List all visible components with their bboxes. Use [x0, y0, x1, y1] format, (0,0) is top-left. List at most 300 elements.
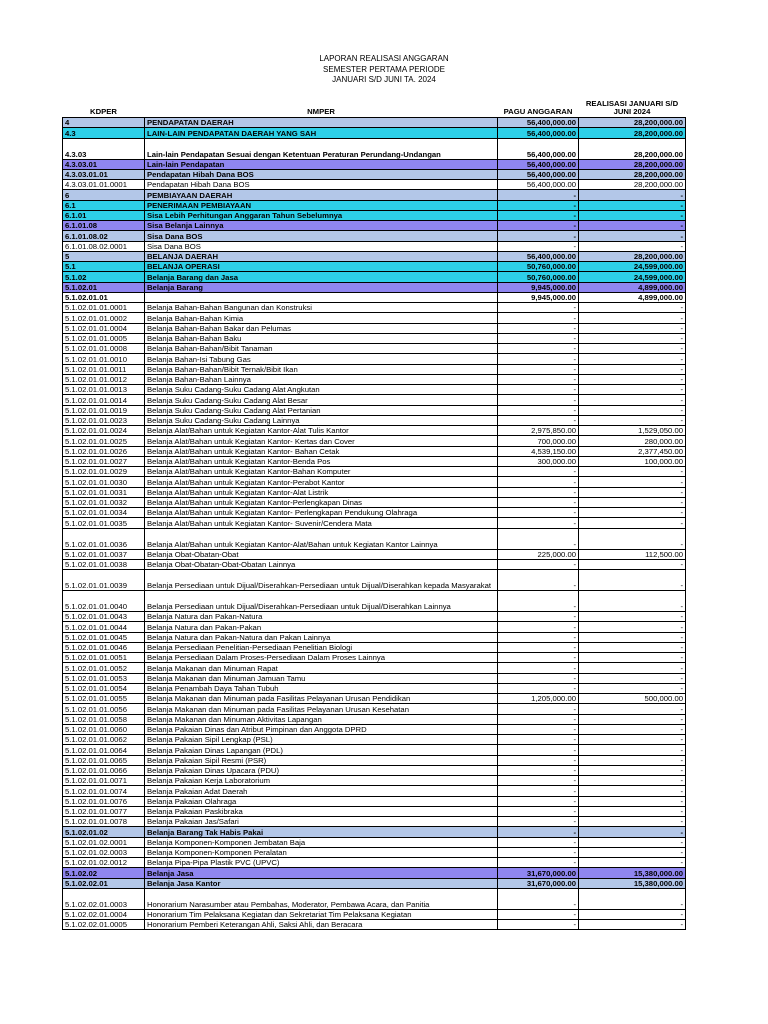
- cell-nmper: Honorarium Tim Pelaksana Kegiatan dan Sekretariat Tim Pelaksana Kegiatan: [145, 909, 498, 919]
- cell-nmper: Belanja Pipa-Pipa Plastik PVC (UPVC): [145, 858, 498, 868]
- cell-nmper: Belanja Alat/Bahan untuk Kegiatan Kantor- Suvenir/Cendera Mata: [145, 518, 498, 528]
- cell-realisasi: -: [579, 806, 686, 816]
- cell-nmper: LAIN-LAIN PENDAPATAN DAERAH YANG SAH: [145, 128, 498, 138]
- cell-nmper: Belanja Barang dan Jasa: [145, 272, 498, 282]
- cell-nmper: Belanja Alat/Bahan untuk Kegiatan Kantor-Perabot Kantor: [145, 477, 498, 487]
- cell-realisasi: -: [579, 622, 686, 632]
- cell-kdper: 5.1.02.01.01.0023: [63, 415, 145, 425]
- cell-pagu-anggaran: -: [498, 190, 579, 200]
- cell-nmper: Belanja Pakaian Sipil Resmi (PSR): [145, 755, 498, 765]
- cell-pagu-anggaran: -: [498, 704, 579, 714]
- table-row: [63, 292, 686, 302]
- cell-nmper: Belanja Alat/Bahan untuk Kegiatan Kantor-Benda Pos: [145, 456, 498, 466]
- cell-nmper: Belanja Alat/Bahan untuk Kegiatan Kantor-Alat/Bahan untuk Kegiatan Kantor Lainnya: [145, 528, 498, 549]
- cell-nmper: Belanja Bahan-Bahan Baku: [145, 333, 498, 343]
- table-row: [63, 497, 686, 507]
- column-header-realisasi-line1: REALISASI JANUARI S/D: [585, 99, 679, 108]
- cell-kdper: 5.1.02.01.01.0001: [63, 303, 145, 313]
- report-period: JANUARI S/D JUNI TA. 2024: [332, 75, 436, 84]
- cell-nmper: Belanja Makanan dan Minuman Jamuan Tamu: [145, 673, 498, 683]
- cell-pagu-anggaran: 56,400,000.00: [498, 159, 579, 169]
- cell-pagu-anggaran: -: [498, 827, 579, 837]
- cell-kdper: 5.1.02.01.01.0062: [63, 735, 145, 745]
- table-row: [63, 323, 686, 333]
- column-header-realisasi-line2: JUNI 2024: [613, 107, 651, 116]
- cell-kdper: 6.1.01.08: [63, 221, 145, 231]
- cell-kdper: 5.1.02.01.02.0012: [63, 858, 145, 868]
- table-row: [63, 456, 686, 466]
- cell-realisasi: -: [579, 210, 686, 220]
- cell-realisasi: 280,000.00: [579, 436, 686, 446]
- table-row: [63, 714, 686, 724]
- cell-pagu-anggaran: 4,539,150.00: [498, 446, 579, 456]
- cell-pagu-anggaran: -: [498, 735, 579, 745]
- cell-kdper: 5.1.02.01.01.0058: [63, 714, 145, 724]
- cell-kdper: 5.1.02.01.01.0066: [63, 765, 145, 775]
- cell-pagu-anggaran: -: [498, 714, 579, 724]
- cell-realisasi: 4,899,000.00: [579, 292, 686, 302]
- cell-pagu-anggaran: 300,000.00: [498, 456, 579, 466]
- cell-realisasi: -: [579, 632, 686, 642]
- cell-pagu-anggaran: -: [498, 497, 579, 507]
- cell-realisasi: -: [579, 642, 686, 652]
- table-row: [63, 354, 686, 364]
- cell-kdper: 5.1.02.02.01.0004: [63, 909, 145, 919]
- cell-kdper: 5.1.02.01.01.0035: [63, 518, 145, 528]
- cell-realisasi: -: [579, 385, 686, 395]
- table-row: [63, 415, 686, 425]
- cell-nmper: Lain-lain Pendapatan Sesuai dengan Ketentuan Peraturan Perundang-Undangan: [145, 138, 498, 159]
- cell-pagu-anggaran: 56,400,000.00: [498, 128, 579, 138]
- cell-kdper: 5.1.02.01.01.0027: [63, 456, 145, 466]
- cell-nmper: Pendapatan Hibah Dana BOS: [145, 169, 498, 179]
- cell-realisasi: -: [579, 704, 686, 714]
- cell-pagu-anggaran: 50,760,000.00: [498, 272, 579, 282]
- cell-realisasi: 2,377,450.00: [579, 446, 686, 456]
- cell-kdper: 5.1.02.01.02.0001: [63, 837, 145, 847]
- cell-kdper: 5.1.02.01.01.0065: [63, 755, 145, 765]
- cell-pagu-anggaran: -: [498, 333, 579, 343]
- cell-realisasi: 28,200,000.00: [579, 118, 686, 128]
- cell-nmper: Belanja Bahan-Isi Tabung Gas: [145, 354, 498, 364]
- cell-pagu-anggaran: -: [498, 796, 579, 806]
- table-row: [63, 138, 686, 159]
- cell-realisasi: -: [579, 776, 686, 786]
- cell-nmper: Pendapatan Hibah Dana BOS: [145, 180, 498, 190]
- cell-nmper: PENERIMAAN PEMBIAYAAN: [145, 200, 498, 210]
- cell-kdper: 5.1: [63, 262, 145, 272]
- table-row: [63, 180, 686, 190]
- table-row: [63, 745, 686, 755]
- table-row: [63, 477, 686, 487]
- table-row: [63, 847, 686, 857]
- cell-nmper: Lain-lain Pendapatan: [145, 159, 498, 169]
- cell-pagu-anggaran: -: [498, 344, 579, 354]
- cell-pagu-anggaran: 56,400,000.00: [498, 169, 579, 179]
- cell-nmper: Belanja Alat/Bahan untuk Kegiatan Kantor-Bahan Komputer: [145, 467, 498, 477]
- cell-realisasi: -: [579, 354, 686, 364]
- cell-realisasi: -: [579, 817, 686, 827]
- cell-realisasi: -: [579, 221, 686, 231]
- cell-nmper: Belanja Suku Cadang-Suku Cadang Alat Besar: [145, 395, 498, 405]
- cell-kdper: 6.1.01.08.02: [63, 231, 145, 241]
- table-row: [63, 405, 686, 415]
- cell-pagu-anggaran: -: [498, 323, 579, 333]
- table-row: [63, 837, 686, 847]
- cell-realisasi: -: [579, 518, 686, 528]
- table-row: [63, 786, 686, 796]
- cell-nmper: Belanja Bahan-Bahan Bangunan dan Konstruksi: [145, 303, 498, 313]
- table-row: [63, 694, 686, 704]
- cell-nmper: Sisa Lebih Perhitungan Anggaran Tahun Sebelumnya: [145, 210, 498, 220]
- cell-pagu-anggaran: -: [498, 632, 579, 642]
- cell-realisasi: 24,599,000.00: [579, 272, 686, 282]
- cell-pagu-anggaran: -: [498, 200, 579, 210]
- cell-realisasi: -: [579, 364, 686, 374]
- cell-realisasi: -: [579, 344, 686, 354]
- cell-pagu-anggaran: -: [498, 467, 579, 477]
- table-row: [63, 735, 686, 745]
- cell-kdper: 5.1.02.01.01.0046: [63, 642, 145, 652]
- cell-kdper: 4.3.03.01: [63, 159, 145, 169]
- cell-realisasi: 112,500.00: [579, 549, 686, 559]
- cell-nmper: PEMBIAYAAN DAERAH: [145, 190, 498, 200]
- cell-nmper: Belanja Suku Cadang-Suku Cadang Alat Angkutan: [145, 385, 498, 395]
- cell-pagu-anggaran: -: [498, 374, 579, 384]
- cell-pagu-anggaran: -: [498, 776, 579, 786]
- table-row: [63, 653, 686, 663]
- cell-realisasi: -: [579, 683, 686, 693]
- cell-realisasi: -: [579, 724, 686, 734]
- table-row: [63, 528, 686, 549]
- cell-pagu-anggaran: -: [498, 653, 579, 663]
- cell-kdper: 5.1.02.01.01.0052: [63, 663, 145, 673]
- cell-kdper: 5.1.02.01.01.0078: [63, 817, 145, 827]
- cell-realisasi: 28,200,000.00: [579, 180, 686, 190]
- cell-kdper: 5.1.02.01.01.0004: [63, 323, 145, 333]
- table-row: [63, 673, 686, 683]
- cell-pagu-anggaran: -: [498, 221, 579, 231]
- cell-pagu-anggaran: -: [498, 395, 579, 405]
- cell-kdper: 5.1.02.01.01.0074: [63, 786, 145, 796]
- cell-realisasi: 1,529,050.00: [579, 426, 686, 436]
- cell-pagu-anggaran: -: [498, 518, 579, 528]
- cell-nmper: Belanja Obat-Obatan-Obat: [145, 549, 498, 559]
- cell-nmper: Belanja Pakaian Dinas Lapangan (PDL): [145, 745, 498, 755]
- cell-kdper: 5.1.02.01.01.0011: [63, 364, 145, 374]
- cell-pagu-anggaran: -: [498, 888, 579, 909]
- cell-realisasi: -: [579, 190, 686, 200]
- cell-pagu-anggaran: 225,000.00: [498, 549, 579, 559]
- cell-realisasi: -: [579, 714, 686, 724]
- cell-nmper: Belanja Persediaan untuk Dijual/Diserahkan-Persediaan untuk Dijual/Diserahkan Lainnya: [145, 591, 498, 612]
- table-row: [63, 190, 686, 200]
- table-row: [63, 858, 686, 868]
- table-row: [63, 118, 686, 128]
- cell-pagu-anggaran: -: [498, 612, 579, 622]
- cell-nmper: Belanja Jasa: [145, 868, 498, 878]
- cell-realisasi: -: [579, 745, 686, 755]
- cell-kdper: 5.1.02.01.01.0010: [63, 354, 145, 364]
- table-row: [63, 333, 686, 343]
- cell-pagu-anggaran: -: [498, 591, 579, 612]
- cell-nmper: Belanja Alat/Bahan untuk Kegiatan Kantor- Kertas dan Cover: [145, 436, 498, 446]
- cell-pagu-anggaran: -: [498, 210, 579, 220]
- cell-nmper: Belanja Natura dan Pakan-Natura dan Pakan Lainnya: [145, 632, 498, 642]
- table-row: [63, 827, 686, 837]
- cell-pagu-anggaran: -: [498, 847, 579, 857]
- report-title: LAPORAN REALISASI ANGGARAN: [319, 54, 449, 63]
- cell-kdper: 4.3.03: [63, 138, 145, 159]
- cell-realisasi: -: [579, 395, 686, 405]
- cell-nmper: Belanja Barang: [145, 282, 498, 292]
- cell-realisasi: -: [579, 755, 686, 765]
- cell-kdper: 5.1.02.01.01.0034: [63, 508, 145, 518]
- table-row: [63, 612, 686, 622]
- cell-kdper: 5.1.02.01.01.0064: [63, 745, 145, 755]
- cell-pagu-anggaran: -: [498, 909, 579, 919]
- cell-realisasi: -: [579, 333, 686, 343]
- cell-nmper: Belanja Pakaian Sipil Lengkap (PSL): [145, 735, 498, 745]
- table-row: [63, 169, 686, 179]
- cell-kdper: 5.1.02.01.01.0036: [63, 528, 145, 549]
- cell-pagu-anggaran: -: [498, 313, 579, 323]
- table-row: [63, 806, 686, 816]
- table-row: [63, 210, 686, 220]
- cell-nmper: Sisa Dana BOS: [145, 231, 498, 241]
- cell-realisasi: -: [579, 231, 686, 241]
- cell-pagu-anggaran: -: [498, 508, 579, 518]
- cell-kdper: 6.1.01.08.02.0001: [63, 241, 145, 251]
- cell-kdper: 5.1.02.01.01.0056: [63, 704, 145, 714]
- cell-nmper: Belanja Persediaan untuk Dijual/Diserahkan-Persediaan untuk Dijual/Diserahkan kepada Masyarakat: [145, 570, 498, 591]
- cell-kdper: 5.1.02.01.02: [63, 827, 145, 837]
- cell-realisasi: -: [579, 735, 686, 745]
- table-row: [63, 683, 686, 693]
- cell-nmper: Belanja Komponen-Komponen Jembatan Baja: [145, 837, 498, 847]
- cell-kdper: 5.1.02.01: [63, 282, 145, 292]
- cell-realisasi: 15,380,000.00: [579, 868, 686, 878]
- cell-nmper: Belanja Makanan dan Minuman pada Fasilitas Pelayanan Urusan Kesehatan: [145, 704, 498, 714]
- table-row: [63, 888, 686, 909]
- cell-kdper: 5.1.02.01.01.0013: [63, 385, 145, 395]
- table-row: [63, 878, 686, 888]
- cell-kdper: 5.1.02.02: [63, 868, 145, 878]
- table-row: [63, 817, 686, 827]
- cell-kdper: 5.1.02.01.01.0051: [63, 653, 145, 663]
- column-header-pagu-anggaran: PAGU ANGGARAN: [498, 96, 579, 118]
- table-row: [63, 518, 686, 528]
- cell-nmper: PENDAPATAN DAERAH: [145, 118, 498, 128]
- cell-nmper: Belanja Bahan-Bahan Kimia: [145, 313, 498, 323]
- cell-kdper: 5.1.02.01.01.0002: [63, 313, 145, 323]
- cell-pagu-anggaran: 2,975,850.00: [498, 426, 579, 436]
- cell-realisasi: -: [579, 837, 686, 847]
- cell-kdper: 5.1.02: [63, 272, 145, 282]
- table-body: [63, 118, 686, 930]
- cell-pagu-anggaran: 50,760,000.00: [498, 262, 579, 272]
- cell-nmper: Belanja Suku Cadang-Suku Cadang Alat Pertanian: [145, 405, 498, 415]
- cell-kdper: 5.1.02.01.01.0037: [63, 549, 145, 559]
- cell-pagu-anggaran: -: [498, 528, 579, 549]
- cell-pagu-anggaran: -: [498, 559, 579, 569]
- cell-pagu-anggaran: 9,945,000.00: [498, 292, 579, 302]
- report-title-block: [0, 54, 768, 86]
- cell-pagu-anggaran: 700,000.00: [498, 436, 579, 446]
- cell-nmper: Belanja Makanan dan Minuman Rapat: [145, 663, 498, 673]
- cell-realisasi: -: [579, 405, 686, 415]
- table-row: [63, 395, 686, 405]
- table-row: [63, 467, 686, 477]
- cell-pagu-anggaran: -: [498, 364, 579, 374]
- cell-realisasi: -: [579, 200, 686, 210]
- cell-nmper: Belanja Alat/Bahan untuk Kegiatan Kantor-Perlengkapan Dinas: [145, 497, 498, 507]
- cell-kdper: 4.3.03.01.01.0001: [63, 180, 145, 190]
- table-row: [63, 221, 686, 231]
- cell-pagu-anggaran: -: [498, 385, 579, 395]
- cell-pagu-anggaran: -: [498, 354, 579, 364]
- cell-pagu-anggaran: -: [498, 487, 579, 497]
- cell-realisasi: -: [579, 559, 686, 569]
- cell-realisasi: -: [579, 323, 686, 333]
- cell-nmper: Belanja Alat/Bahan untuk Kegiatan Kantor- Perlengkapan Pendukung Olahraga: [145, 508, 498, 518]
- table-row: [63, 426, 686, 436]
- cell-realisasi: -: [579, 612, 686, 622]
- cell-nmper: Belanja Natura dan Pakan-Natura: [145, 612, 498, 622]
- cell-pagu-anggaran: -: [498, 745, 579, 755]
- cell-pagu-anggaran: -: [498, 241, 579, 251]
- cell-kdper: 4.3.03.01.01: [63, 169, 145, 179]
- cell-nmper: [145, 292, 498, 302]
- table-row: [63, 776, 686, 786]
- table-row: [63, 241, 686, 251]
- table-row: [63, 724, 686, 734]
- cell-nmper: Belanja Komponen-Komponen Peralatan: [145, 847, 498, 857]
- table-header-row: [63, 96, 686, 118]
- cell-kdper: 4: [63, 118, 145, 128]
- cell-kdper: 5.1.02.01.01.0029: [63, 467, 145, 477]
- cell-kdper: 5.1.02.01.01.0019: [63, 405, 145, 415]
- table-row: [63, 313, 686, 323]
- column-header-nmper: NMPER: [145, 96, 498, 118]
- table-row: [63, 344, 686, 354]
- cell-nmper: Sisa Belanja Lainnya: [145, 221, 498, 231]
- table-row: [63, 755, 686, 765]
- table-row: [63, 796, 686, 806]
- cell-realisasi: -: [579, 467, 686, 477]
- cell-pagu-anggaran: -: [498, 477, 579, 487]
- cell-kdper: 5.1.02.01.01.0024: [63, 426, 145, 436]
- cell-realisasi: -: [579, 673, 686, 683]
- cell-kdper: 5.1.02.01.01.0043: [63, 612, 145, 622]
- cell-realisasi: -: [579, 313, 686, 323]
- cell-realisasi: -: [579, 653, 686, 663]
- cell-realisasi: -: [579, 920, 686, 930]
- cell-realisasi: 500,000.00: [579, 694, 686, 704]
- cell-kdper: 5.1.02.01.01.0071: [63, 776, 145, 786]
- cell-pagu-anggaran: -: [498, 920, 579, 930]
- cell-realisasi: 28,200,000.00: [579, 251, 686, 261]
- cell-realisasi: 28,200,000.00: [579, 159, 686, 169]
- cell-realisasi: -: [579, 241, 686, 251]
- table-row: [63, 446, 686, 456]
- cell-pagu-anggaran: -: [498, 642, 579, 652]
- cell-realisasi: 28,200,000.00: [579, 138, 686, 159]
- cell-kdper: 5.1.02.01.01.0008: [63, 344, 145, 354]
- cell-kdper: 5.1.02.01.01.0014: [63, 395, 145, 405]
- cell-realisasi: 24,599,000.00: [579, 262, 686, 272]
- cell-realisasi: -: [579, 888, 686, 909]
- cell-nmper: Belanja Persediaan Penelitian-Persediaan Penelitian Biologi: [145, 642, 498, 652]
- table-row: [63, 920, 686, 930]
- cell-kdper: 5.1.02.01.01.0025: [63, 436, 145, 446]
- report-subtitle: SEMESTER PERTAMA PERIODE: [323, 64, 445, 74]
- table-row: [63, 231, 686, 241]
- cell-pagu-anggaran: -: [498, 673, 579, 683]
- table-row: [63, 282, 686, 292]
- cell-kdper: 5.1.02.01.01.0060: [63, 724, 145, 734]
- cell-pagu-anggaran: -: [498, 663, 579, 673]
- cell-nmper: Belanja Pakaian Paskibraka: [145, 806, 498, 816]
- cell-kdper: 5.1.02.02.01: [63, 878, 145, 888]
- table-row: [63, 559, 686, 569]
- cell-realisasi: 28,200,000.00: [579, 169, 686, 179]
- column-header-realisasi: [579, 96, 686, 118]
- cell-realisasi: -: [579, 827, 686, 837]
- cell-kdper: 5.1.02.02.01.0005: [63, 920, 145, 930]
- cell-kdper: 5.1.02.01.01.0030: [63, 477, 145, 487]
- table-row: [63, 622, 686, 632]
- cell-pagu-anggaran: -: [498, 683, 579, 693]
- cell-kdper: 5.1.02.01.01.0045: [63, 632, 145, 642]
- cell-realisasi: -: [579, 303, 686, 313]
- cell-pagu-anggaran: -: [498, 570, 579, 591]
- cell-nmper: Belanja Makanan dan Minuman Aktivitas Lapangan: [145, 714, 498, 724]
- cell-realisasi: -: [579, 497, 686, 507]
- table-row: [63, 570, 686, 591]
- cell-nmper: Belanja Bahan-Bahan Lainnya: [145, 374, 498, 384]
- cell-nmper: Belanja Jasa Kantor: [145, 878, 498, 888]
- cell-nmper: Belanja Pakaian Olahraga: [145, 796, 498, 806]
- cell-nmper: Honorarium Narasumber atau Pembahas, Moderator, Pembawa Acara, dan Panitia: [145, 888, 498, 909]
- table-row: [63, 663, 686, 673]
- cell-nmper: Belanja Pakaian Kerja Laboratorium: [145, 776, 498, 786]
- cell-realisasi: -: [579, 909, 686, 919]
- cell-nmper: Belanja Suku Cadang-Suku Cadang Lainnya: [145, 415, 498, 425]
- cell-kdper: 5.1.02.01.01.0040: [63, 591, 145, 612]
- cell-realisasi: -: [579, 415, 686, 425]
- cell-kdper: 5.1.02.01.01.0031: [63, 487, 145, 497]
- cell-kdper: 5.1.02.01.01.0054: [63, 683, 145, 693]
- cell-realisasi: -: [579, 508, 686, 518]
- table-row: [63, 632, 686, 642]
- cell-realisasi: -: [579, 487, 686, 497]
- cell-pagu-anggaran: -: [498, 765, 579, 775]
- cell-realisasi: -: [579, 570, 686, 591]
- cell-pagu-anggaran: 56,400,000.00: [498, 180, 579, 190]
- cell-nmper: Belanja Bahan-Bahan/Bibit Tanaman: [145, 344, 498, 354]
- cell-realisasi: -: [579, 663, 686, 673]
- table-row: [63, 262, 686, 272]
- cell-kdper: 5.1.02.01.01.0032: [63, 497, 145, 507]
- cell-realisasi: -: [579, 847, 686, 857]
- table-row: [63, 765, 686, 775]
- cell-kdper: 5.1.02.01.01.0077: [63, 806, 145, 816]
- cell-pagu-anggaran: -: [498, 303, 579, 313]
- table-row: [63, 303, 686, 313]
- cell-realisasi: -: [579, 477, 686, 487]
- cell-nmper: Belanja Penambah Daya Tahan Tubuh: [145, 683, 498, 693]
